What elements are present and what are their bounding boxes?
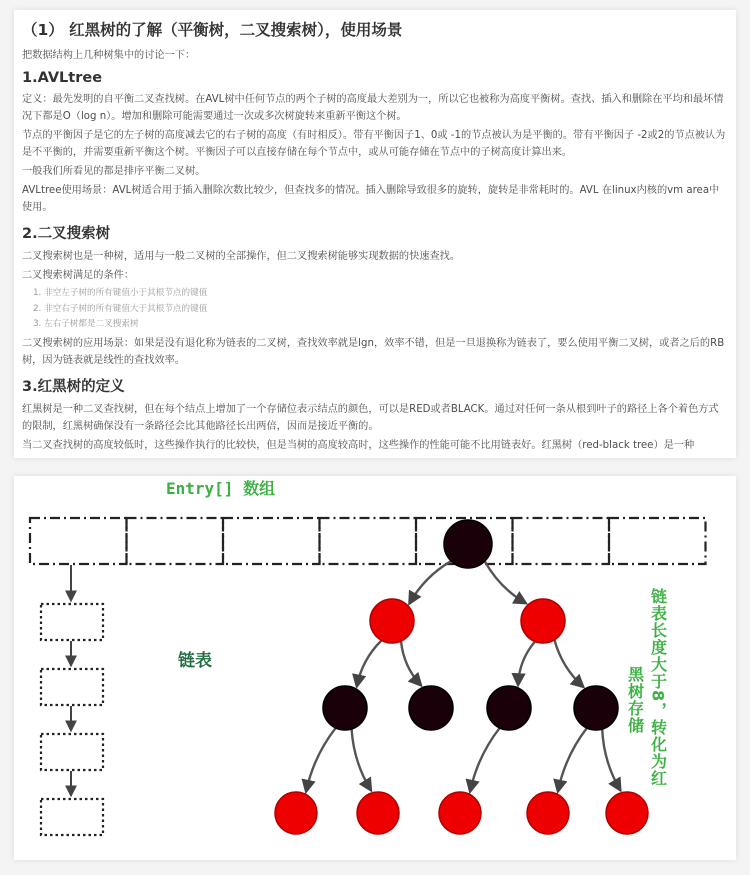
black-tree-node [409,686,453,730]
linked-list-chain [41,565,103,835]
section-heading-bst: 2.二叉搜索树 [22,226,111,242]
list-node [41,799,103,835]
avl-paragraph: 定义：最先发明的自平衡二叉查找树。在AVL树中任何节点的两个子树的高度最大差别为一，所以它也被称为高度平衡树。查找、插入和删除在平均和最坏情况下都是O（log n）。增加和删除可能需要通过一次或多次树旋转来重新平衡这个树。 [22,94,724,122]
article-card [14,10,736,458]
rbt-paragraph: 红黑树是一种二叉查找树，但在每个结点上增加了一个存储位表示结点的颜色，可以是RED或者BLACK。通过对任何一条从根到叶子的路径上各个着色方式的限制，红黑树确保没有一条路径会比其他路径长出两倍，因而是接近平衡的。 [22,403,719,432]
tree-edge [352,729,371,790]
red-tree-node [370,599,414,643]
bst-paragraph: 二叉搜索树也是一种树，适用与一般二叉树的全部操作，但二叉搜索树能够实现数据的快速查找。 [22,251,461,262]
red-tree-node [439,792,481,834]
tree-edge [602,729,620,790]
tree-edge [554,640,583,687]
tree-edge [357,640,382,686]
linked-list-label: 链表 [178,651,212,671]
list-item: 1. 非空左子树的所有键值小于其根节点的键值 [44,286,728,302]
tree-edge [558,728,587,791]
list-node [41,734,103,770]
side-label-1: 链表长度大于8，转化为红 [648,588,668,788]
list-node [41,604,103,640]
avl-paragraph: AVLtree使用场景：AVL树适合用于插入删除次数比较少，但查找多的情况。插入删除导致很多的旋转，旋转是非常耗时的。AVL 在linux内核的vm area中使用。 [22,185,720,213]
array-cell [223,518,320,564]
red-tree-node [521,599,565,643]
black-tree-node [487,686,531,730]
red-tree-node [527,792,569,834]
list-node [41,669,103,705]
entry-array [30,518,706,564]
array-cell [609,518,706,564]
red-black-tree [275,520,648,834]
tree-edge [518,641,535,684]
black-tree-node [574,686,618,730]
bst-conditions-list [22,286,728,333]
avl-paragraph: 一般我们所看见的都是排序平衡二叉树。 [22,166,206,177]
bst-paragraph: 二叉搜索树的应用场景：如果是没有退化称为链表的二叉树，查找效率就是lgn，效率不错，但是一旦退换称为链表了，要么使用平衡二叉树，或者之后的RB树，因为链表就是线性的查找效率。 [22,337,725,366]
black-tree-node [323,686,367,730]
red-tree-node [357,792,399,834]
tree-edges [306,561,620,791]
list-item: 2. 非空右子树的所有键值大于其根节点的键值 [44,302,728,318]
tree-edge [401,641,421,685]
tree-edge [410,561,452,603]
bst-paragraph: 二叉搜索树满足的条件： [22,270,135,281]
tree-edge [306,728,336,791]
array-cell [30,518,127,564]
hashmap-diagram [14,476,736,860]
red-tree-node [606,792,648,834]
array-cell [127,518,224,564]
hashmap-diagram-card [14,476,736,860]
red-tree-node [275,792,317,834]
rbt-paragraph: 当二叉查找树的高度较低时，这些操作执行的比较快，但是当树的高度较高时，这些操作的性能可能不比用链表好。红黑树（red-black tree）是一种 [22,439,695,451]
article-title: （1） 红黑树的了解（平衡树，二叉搜索树），使用场景 [22,21,403,39]
article-intro: 把数据结构上几种树集中的讨论一下： [22,50,196,61]
array-label: Entry[] 数组 [166,479,276,498]
section-heading-avl: 1.AVLtree [22,70,103,86]
array-cell [513,518,610,564]
black-tree-node [444,520,492,568]
tree-edge [470,728,500,791]
tree-edge [485,561,526,603]
section-heading-rbt: 3.红黑树的定义 [22,378,125,395]
array-cell [320,518,417,564]
side-label-2: 黑树存储 [625,666,645,734]
list-item: 3. 左右子树都是二叉搜索树 [44,317,728,333]
avl-paragraph: 节点的平衡因子是它的左子树的高度减去它的右子树的高度（有时相反）。带有平衡因子1、0或 -1的节点被认为是平衡的。带有平衡因子 -2或2的节点被认为是不平衡的，并需要重新平衡这个树。平衡因子可以直接存储在每个节点中，或从可能存储在节点中的子树高度计算出来。 [22,130,726,158]
